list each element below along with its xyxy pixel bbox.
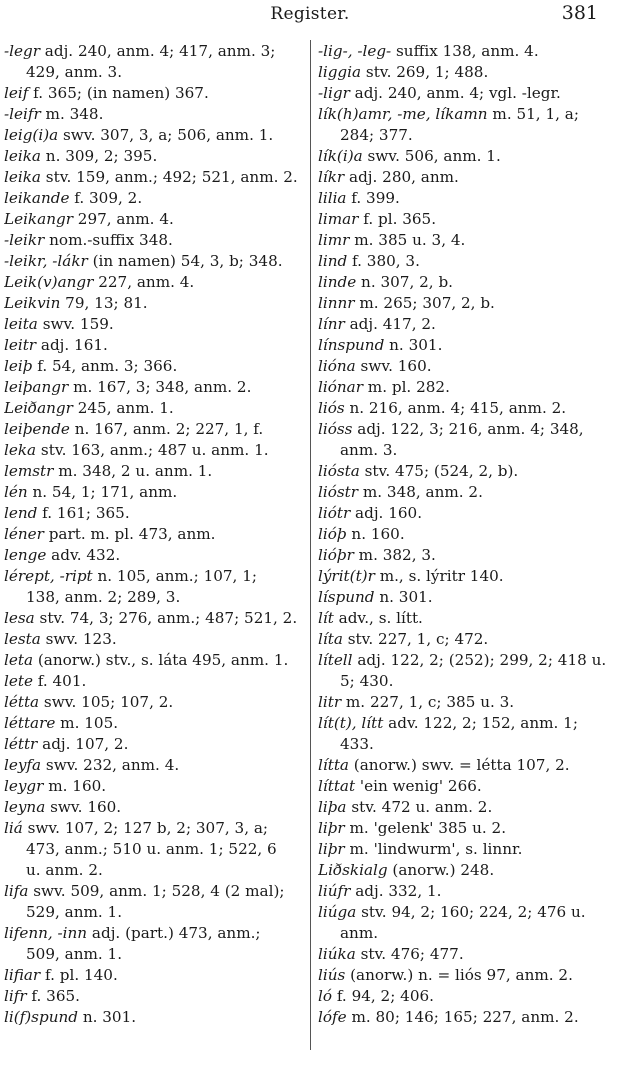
entry-references: adj. 332, 1. bbox=[350, 882, 442, 900]
headword: leiþangr bbox=[4, 378, 69, 396]
headword: líkr bbox=[318, 168, 345, 186]
index-entry bbox=[318, 104, 608, 125]
headword: léner bbox=[4, 525, 44, 543]
headword: liótr bbox=[318, 504, 351, 522]
headword: leika bbox=[4, 168, 41, 186]
headword: lifa bbox=[4, 882, 29, 900]
index-entry bbox=[4, 713, 304, 734]
entry-references: part. m. pl. 473, anm. bbox=[43, 525, 216, 543]
headword: lesta bbox=[4, 630, 41, 648]
index-entry bbox=[4, 797, 304, 818]
entry-references: swv. 160. bbox=[355, 357, 432, 375]
entry-references: stv. 269, 1; 488. bbox=[361, 63, 489, 81]
index-entry bbox=[4, 881, 304, 902]
index-entry bbox=[4, 209, 304, 230]
headword: liggia bbox=[318, 63, 362, 81]
headword: limr bbox=[318, 231, 350, 249]
headword: lete bbox=[4, 672, 33, 690]
entry-references: adj. 107, 2. bbox=[37, 735, 129, 753]
headword: leita bbox=[4, 315, 38, 333]
headword: létta bbox=[4, 693, 40, 711]
index-entry bbox=[4, 398, 304, 419]
entry-references: 297, anm. 4. bbox=[72, 210, 174, 228]
headword: litr bbox=[318, 693, 342, 711]
entry-references: (in namen) 54, 3, b; 348. bbox=[87, 252, 283, 270]
headword: leif bbox=[4, 84, 29, 102]
entry-references: n. 167, anm. 2; 227, 1, f. bbox=[69, 420, 264, 438]
index-entry bbox=[4, 419, 304, 440]
headword: liþa bbox=[318, 798, 347, 816]
index-entry bbox=[318, 587, 608, 608]
headword: -legr bbox=[4, 42, 40, 60]
entry-references: m. 'gelenk' 385 u. 2. bbox=[344, 819, 507, 837]
entry-references: swv. 123. bbox=[40, 630, 117, 648]
headword: léttr bbox=[4, 735, 38, 753]
headword: línspund bbox=[318, 336, 385, 354]
index-entry bbox=[318, 146, 608, 167]
entry-references: n. 54, 1; 171, anm. bbox=[27, 483, 178, 501]
entry-references: m. 105. bbox=[55, 714, 119, 732]
entry-references: f. 399. bbox=[346, 189, 400, 207]
entry-references: stv. 476; 477. bbox=[355, 945, 464, 963]
headword: lófe bbox=[318, 1008, 347, 1026]
headword: liúka bbox=[318, 945, 356, 963]
entry-references: swv. 107, 2; 127 b, 2; 307, 3, a; bbox=[22, 819, 269, 837]
entry-references: 284; 377. bbox=[340, 126, 413, 144]
headword: Leik(v)angr bbox=[4, 273, 94, 291]
entry-references: (anorw.) 248. bbox=[387, 861, 495, 879]
index-entry bbox=[318, 566, 608, 587]
index-entry bbox=[318, 293, 608, 314]
entry-references: anm. 3. bbox=[340, 441, 398, 459]
entry-references: (anorw.) n. = liós 97, anm. 2. bbox=[345, 966, 573, 984]
entry-references: f. pl. 365. bbox=[358, 210, 437, 228]
index-entry bbox=[318, 692, 608, 713]
headword: lítta bbox=[318, 756, 349, 774]
index-entry bbox=[318, 209, 608, 230]
index-entry bbox=[318, 62, 608, 83]
headword: léttare bbox=[4, 714, 56, 732]
entry-references: stv. 227, 1, c; 472. bbox=[342, 630, 489, 648]
entry-references: f. 401. bbox=[32, 672, 87, 690]
index-entry bbox=[4, 83, 304, 104]
headword: Leikangr bbox=[4, 210, 73, 228]
entry-references: adj. (part.) 473, anm.; bbox=[87, 924, 261, 942]
entry-references: 245, anm. 1. bbox=[72, 399, 174, 417]
entry-references: 138, anm. 2; 289, 3. bbox=[26, 588, 181, 606]
index-entry bbox=[318, 818, 608, 839]
entry-references: f. 380, 3. bbox=[347, 252, 420, 270]
entry-references: adj. 122, 2; (252); 299, 2; 418 u. bbox=[352, 651, 607, 669]
headword: linnr bbox=[318, 294, 355, 312]
index-entry bbox=[318, 839, 608, 860]
entry-references: 79, 13; 81. bbox=[60, 294, 148, 312]
entry-references: adj. 161. bbox=[36, 336, 108, 354]
headword: lilia bbox=[318, 189, 347, 207]
entry-references: swv. 232, anm. 4. bbox=[41, 756, 180, 774]
column-divider bbox=[310, 40, 311, 1050]
entry-references: adj. 417, 2. bbox=[344, 315, 436, 333]
entry-references: f. pl. 140. bbox=[40, 966, 118, 984]
headword: -lig-, -leg- bbox=[318, 42, 392, 60]
headword: línr bbox=[318, 315, 345, 333]
index-entry bbox=[318, 398, 608, 419]
index-entry bbox=[318, 335, 608, 356]
index-entry bbox=[318, 482, 608, 503]
entry-references: (anorw.) stv., s. láta 495, anm. 1. bbox=[33, 651, 289, 669]
entry-references: swv. 159. bbox=[37, 315, 114, 333]
index-entry bbox=[318, 272, 608, 293]
entry-references: swv. 160. bbox=[45, 798, 122, 816]
entry-references: anm. bbox=[340, 924, 379, 942]
headword: lérept, -ript bbox=[4, 567, 93, 585]
index-entry bbox=[4, 167, 304, 188]
entry-references: f. 365. bbox=[26, 987, 80, 1005]
index-entry bbox=[4, 923, 304, 944]
entry-references: stv. 94, 2; 160; 224, 2; 476 u. bbox=[356, 903, 586, 921]
entry-references: 5; 430. bbox=[340, 672, 394, 690]
entry-references: n. 301. bbox=[374, 588, 433, 606]
headword: leika bbox=[4, 147, 41, 165]
index-entry bbox=[318, 629, 608, 650]
index-entry bbox=[4, 776, 304, 797]
headword: -leikr, -lákr bbox=[4, 252, 88, 270]
entry-references: m. 382, 3. bbox=[353, 546, 436, 564]
index-entry bbox=[4, 272, 304, 293]
headword: limar bbox=[318, 210, 359, 228]
index-entry bbox=[4, 524, 304, 545]
index-entry bbox=[318, 41, 608, 62]
headword: lén bbox=[4, 483, 28, 501]
headword: Leikvin bbox=[4, 294, 61, 312]
entry-references: nom.-suffix 348. bbox=[44, 231, 173, 249]
entry-references: stv. 74, 3; 276, anm.; 487; 521, 2. bbox=[34, 609, 298, 627]
index-entry bbox=[318, 650, 608, 671]
index-entry bbox=[318, 545, 608, 566]
index-entry bbox=[4, 503, 304, 524]
entry-references: m. 265; 307, 2, b. bbox=[354, 294, 495, 312]
headword: lít(t), lítt bbox=[318, 714, 384, 732]
index-entry bbox=[4, 629, 304, 650]
entry-references: adj. 122, 3; 216, anm. 4; 348, bbox=[352, 420, 584, 438]
entry-continuation bbox=[318, 671, 608, 692]
index-entry bbox=[4, 671, 304, 692]
headword: liúga bbox=[318, 903, 357, 921]
headword: lenge bbox=[4, 546, 47, 564]
index-entry bbox=[4, 251, 304, 272]
entry-references: adj. 160. bbox=[350, 504, 423, 522]
headword: liónar bbox=[318, 378, 363, 396]
index-entry bbox=[318, 881, 608, 902]
entry-references: n. 301. bbox=[78, 1008, 137, 1026]
headword: lít bbox=[318, 609, 334, 627]
index-entry bbox=[4, 335, 304, 356]
headword: lióstr bbox=[318, 483, 359, 501]
entry-references: f. 309, 2. bbox=[69, 189, 143, 207]
headword: -leifr bbox=[4, 105, 41, 123]
headword: leiþ bbox=[4, 357, 33, 375]
entry-continuation bbox=[4, 860, 304, 881]
index-entry bbox=[318, 797, 608, 818]
index-entry bbox=[4, 1007, 304, 1028]
entry-references: u. anm. 2. bbox=[26, 861, 103, 879]
entry-references: (anorw.) swv. = létta 107, 2. bbox=[348, 756, 570, 774]
entry-references: m. 348, anm. 2. bbox=[358, 483, 483, 501]
entry-references: n. 307, 2, b. bbox=[356, 273, 453, 291]
headword: líttat bbox=[318, 777, 356, 795]
index-entry bbox=[4, 230, 304, 251]
entry-continuation bbox=[318, 923, 608, 944]
index-entry bbox=[4, 125, 304, 146]
headword: liós bbox=[318, 399, 345, 417]
entry-references: m. 167, 3; 348, anm. 2. bbox=[68, 378, 252, 396]
index-entry bbox=[4, 692, 304, 713]
headword: lióna bbox=[318, 357, 356, 375]
entry-references: swv. 105; 107, 2. bbox=[39, 693, 174, 711]
right-column bbox=[318, 41, 608, 1028]
headword: Liðskialg bbox=[318, 861, 388, 879]
entry-references: m. 80; 146; 165; 227, anm. 2. bbox=[346, 1008, 579, 1026]
headword: liúfr bbox=[318, 882, 351, 900]
entry-continuation bbox=[4, 944, 304, 965]
entry-references: n. 105, anm.; 107, 1; bbox=[92, 567, 257, 585]
headword: lifiar bbox=[4, 966, 41, 984]
headword: lióþr bbox=[318, 546, 354, 564]
entry-references: m. 348. bbox=[40, 105, 104, 123]
entry-references: m. 348, 2 u. anm. 1. bbox=[53, 462, 213, 480]
index-entry bbox=[4, 314, 304, 335]
entry-references: swv. 506, anm. 1. bbox=[362, 147, 501, 165]
index-entry bbox=[4, 104, 304, 125]
index-entry bbox=[318, 776, 608, 797]
entry-continuation bbox=[4, 902, 304, 923]
entry-references: adv. 122, 2; 152, anm. 1; bbox=[383, 714, 578, 732]
headword: lýrit(t)r bbox=[318, 567, 375, 585]
headword: leitr bbox=[4, 336, 37, 354]
index-entry bbox=[318, 167, 608, 188]
index-entry bbox=[318, 524, 608, 545]
headword: leyna bbox=[4, 798, 46, 816]
entry-references: m. 'lindwurm', s. linnr. bbox=[344, 840, 523, 858]
headword: líspund bbox=[318, 588, 375, 606]
headword: leyfa bbox=[4, 756, 42, 774]
index-entry bbox=[318, 1007, 608, 1028]
entry-references: n. 309, 2; 395. bbox=[40, 147, 158, 165]
headword: lind bbox=[318, 252, 348, 270]
entry-references: n. 160. bbox=[346, 525, 405, 543]
index-entry bbox=[318, 755, 608, 776]
entry-references: m. pl. 282. bbox=[362, 378, 450, 396]
entry-references: adj. 240, anm. 4; 417, anm. 3; bbox=[39, 42, 276, 60]
headword: liá bbox=[4, 819, 23, 837]
page-number: 381 bbox=[561, 2, 598, 24]
index-entry bbox=[4, 545, 304, 566]
entry-references: adv., s. lítt. bbox=[333, 609, 423, 627]
index-entry bbox=[318, 503, 608, 524]
entry-references: m., s. lýritr 140. bbox=[374, 567, 504, 585]
index-entry bbox=[4, 377, 304, 398]
headword: lióss bbox=[318, 420, 353, 438]
entry-references: m. 227, 1, c; 385 u. 3. bbox=[341, 693, 515, 711]
entry-continuation bbox=[318, 734, 608, 755]
entry-continuation bbox=[4, 587, 304, 608]
entry-references: 433. bbox=[340, 735, 374, 753]
headword: lióþ bbox=[318, 525, 347, 543]
headword: lióstа bbox=[318, 462, 360, 480]
entry-references: swv. 307, 3, a; 506, anm. 1. bbox=[58, 126, 274, 144]
entry-references: 473, anm.; 510 u. anm. 1; 522, 6 bbox=[26, 840, 277, 858]
headword: leta bbox=[4, 651, 34, 669]
headword: lemstr bbox=[4, 462, 54, 480]
index-entry bbox=[318, 944, 608, 965]
index-entry bbox=[4, 461, 304, 482]
index-entry bbox=[4, 146, 304, 167]
page-header bbox=[0, 0, 620, 30]
entry-references: adv. 432. bbox=[46, 546, 121, 564]
index-entry bbox=[4, 755, 304, 776]
headword: liþr bbox=[318, 819, 345, 837]
index-entry bbox=[318, 965, 608, 986]
headword: liþr bbox=[318, 840, 345, 858]
index-entry bbox=[318, 83, 608, 104]
index-entry bbox=[318, 608, 608, 629]
headword: lítell bbox=[318, 651, 353, 669]
entry-references: 429, anm. 3. bbox=[26, 63, 123, 81]
entry-continuation bbox=[318, 440, 608, 461]
index-entry bbox=[318, 713, 608, 734]
entry-references: 227, anm. 4. bbox=[93, 273, 195, 291]
entry-references: f. 365; (in namen) 367. bbox=[28, 84, 209, 102]
entry-references: adj. 240, anm. 4; vgl. -legr. bbox=[349, 84, 561, 102]
entry-references: n. 216, anm. 4; 415, anm. 2. bbox=[344, 399, 567, 417]
entry-references: adj. 280, anm. bbox=[344, 168, 459, 186]
running-title: Register. bbox=[270, 4, 350, 24]
entry-references: stv. 475; (524, 2, b). bbox=[359, 462, 519, 480]
index-entry bbox=[318, 860, 608, 881]
entry-references: swv. 509, anm. 1; 528, 4 (2 mal); bbox=[28, 882, 285, 900]
index-entry bbox=[318, 314, 608, 335]
headword: lesa bbox=[4, 609, 35, 627]
entry-references: stv. 159, anm.; 492; 521, anm. 2. bbox=[40, 168, 298, 186]
entry-references: m. 160. bbox=[43, 777, 107, 795]
index-entry bbox=[4, 734, 304, 755]
headword: linde bbox=[318, 273, 357, 291]
headword: leiþende bbox=[4, 420, 70, 438]
index-entry bbox=[4, 356, 304, 377]
headword: leka bbox=[4, 441, 37, 459]
left-column bbox=[4, 41, 304, 1028]
entry-references: 'ein wenig' 266. bbox=[355, 777, 482, 795]
entry-references: m. 385 u. 3, 4. bbox=[349, 231, 466, 249]
entry-references: f. 54, anm. 3; 366. bbox=[32, 357, 178, 375]
headword: leygr bbox=[4, 777, 44, 795]
headword: ló bbox=[318, 987, 333, 1005]
entry-continuation bbox=[4, 839, 304, 860]
headword: lend bbox=[4, 504, 38, 522]
index-entry bbox=[4, 188, 304, 209]
entry-references: n. 301. bbox=[384, 336, 443, 354]
index-entry bbox=[318, 356, 608, 377]
index-entry bbox=[4, 482, 304, 503]
headword: lifenn, -inn bbox=[4, 924, 88, 942]
entry-continuation bbox=[318, 125, 608, 146]
entry-continuation bbox=[4, 62, 304, 83]
entry-references: stv. 472 u. anm. 2. bbox=[346, 798, 493, 816]
headword: lifr bbox=[4, 987, 27, 1005]
index-entry bbox=[318, 419, 608, 440]
entry-references: 529, anm. 1. bbox=[26, 903, 123, 921]
index-entry bbox=[318, 251, 608, 272]
index-entry bbox=[4, 440, 304, 461]
index-entry bbox=[4, 566, 304, 587]
index-entry bbox=[4, 986, 304, 1007]
index-entry bbox=[318, 902, 608, 923]
entry-references: m. 51, 1, a; bbox=[487, 105, 579, 123]
headword: lík(i)a bbox=[318, 147, 363, 165]
headword: -leikr bbox=[4, 231, 45, 249]
entry-references: f. 161; 365. bbox=[37, 504, 130, 522]
headword: leig(i)a bbox=[4, 126, 59, 144]
index-entry bbox=[4, 650, 304, 671]
index-entry bbox=[4, 608, 304, 629]
entry-references: suffix 138, anm. 4. bbox=[391, 42, 539, 60]
index-entry bbox=[4, 293, 304, 314]
headword: lík(h)amr, -me, líkamn bbox=[318, 105, 488, 123]
index-entry bbox=[318, 188, 608, 209]
headword: li(f)spund bbox=[4, 1008, 78, 1026]
index-entry bbox=[318, 461, 608, 482]
entry-references: f. 94, 2; 406. bbox=[332, 987, 434, 1005]
headword: liús bbox=[318, 966, 346, 984]
entry-references: 509, anm. 1. bbox=[26, 945, 123, 963]
headword: Leiðangr bbox=[4, 399, 73, 417]
index-entry bbox=[318, 377, 608, 398]
headword: leikande bbox=[4, 189, 70, 207]
entry-references: stv. 163, anm.; 487 u. anm. 1. bbox=[36, 441, 269, 459]
index-entry bbox=[318, 986, 608, 1007]
index-entry bbox=[4, 818, 304, 839]
headword: -ligr bbox=[318, 84, 350, 102]
index-entry bbox=[4, 41, 304, 62]
headword: líta bbox=[318, 630, 343, 648]
index-entry bbox=[4, 965, 304, 986]
index-entry bbox=[318, 230, 608, 251]
